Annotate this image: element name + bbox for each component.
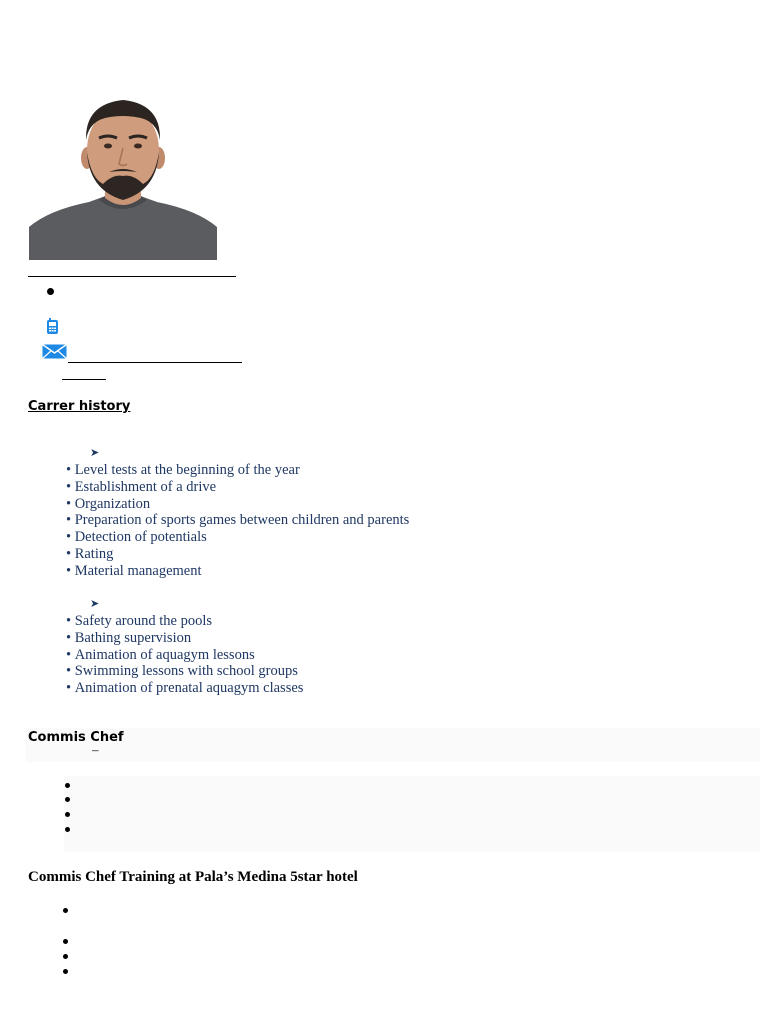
list-bullet bbox=[63, 969, 68, 974]
envelope-icon bbox=[42, 344, 67, 359]
dash-separator: – bbox=[92, 742, 99, 757]
arrow-bullet-icon: ➤ bbox=[90, 446, 100, 459]
list-bullet bbox=[63, 954, 68, 959]
list-item: • Bathing supervision bbox=[66, 630, 303, 647]
arrow-bullet-icon: ➤ bbox=[90, 597, 100, 610]
list-item: • Swimming lessons with school groups bbox=[66, 663, 303, 680]
list-item: • Animation of aquagym lessons bbox=[66, 647, 303, 664]
address-bullet bbox=[47, 288, 54, 295]
name-underline bbox=[28, 276, 236, 277]
list-item: • Animation of prenatal aquagym classes bbox=[66, 680, 303, 697]
commis-chef-header-band bbox=[26, 728, 760, 762]
list-item: • Establishment of a drive bbox=[66, 479, 409, 496]
commis-chef-heading: Commis Chef bbox=[28, 730, 124, 745]
list-bullet bbox=[65, 827, 70, 832]
career-history-heading: Carrer history bbox=[28, 399, 131, 414]
list-bullet bbox=[65, 812, 70, 817]
training-heading: Commis Chef Training at Pala’s Medina 5star hotel bbox=[28, 869, 358, 885]
mobile-phone-icon bbox=[46, 318, 59, 335]
list-bullet bbox=[65, 797, 70, 802]
list-item: • Preparation of sports games between children and parents bbox=[66, 512, 409, 529]
list-item: • Material management bbox=[66, 563, 409, 580]
list-item: • Safety around the pools bbox=[66, 613, 303, 630]
short-divider bbox=[62, 379, 106, 380]
list-item: • Level tests at the beginning of the year bbox=[66, 462, 409, 479]
list-item: • Organization bbox=[66, 496, 409, 513]
list-bullet bbox=[63, 939, 68, 944]
list-item: • Detection of potentials bbox=[66, 529, 409, 546]
email-underline bbox=[68, 362, 242, 363]
profile-photo bbox=[29, 92, 217, 260]
list-bullet bbox=[65, 783, 70, 788]
duties-list-pool bbox=[66, 613, 303, 697]
duties-list-sports bbox=[66, 462, 409, 580]
list-item: • Rating bbox=[66, 546, 409, 563]
commis-chef-duties-band bbox=[64, 776, 760, 852]
list-bullet bbox=[63, 908, 68, 913]
